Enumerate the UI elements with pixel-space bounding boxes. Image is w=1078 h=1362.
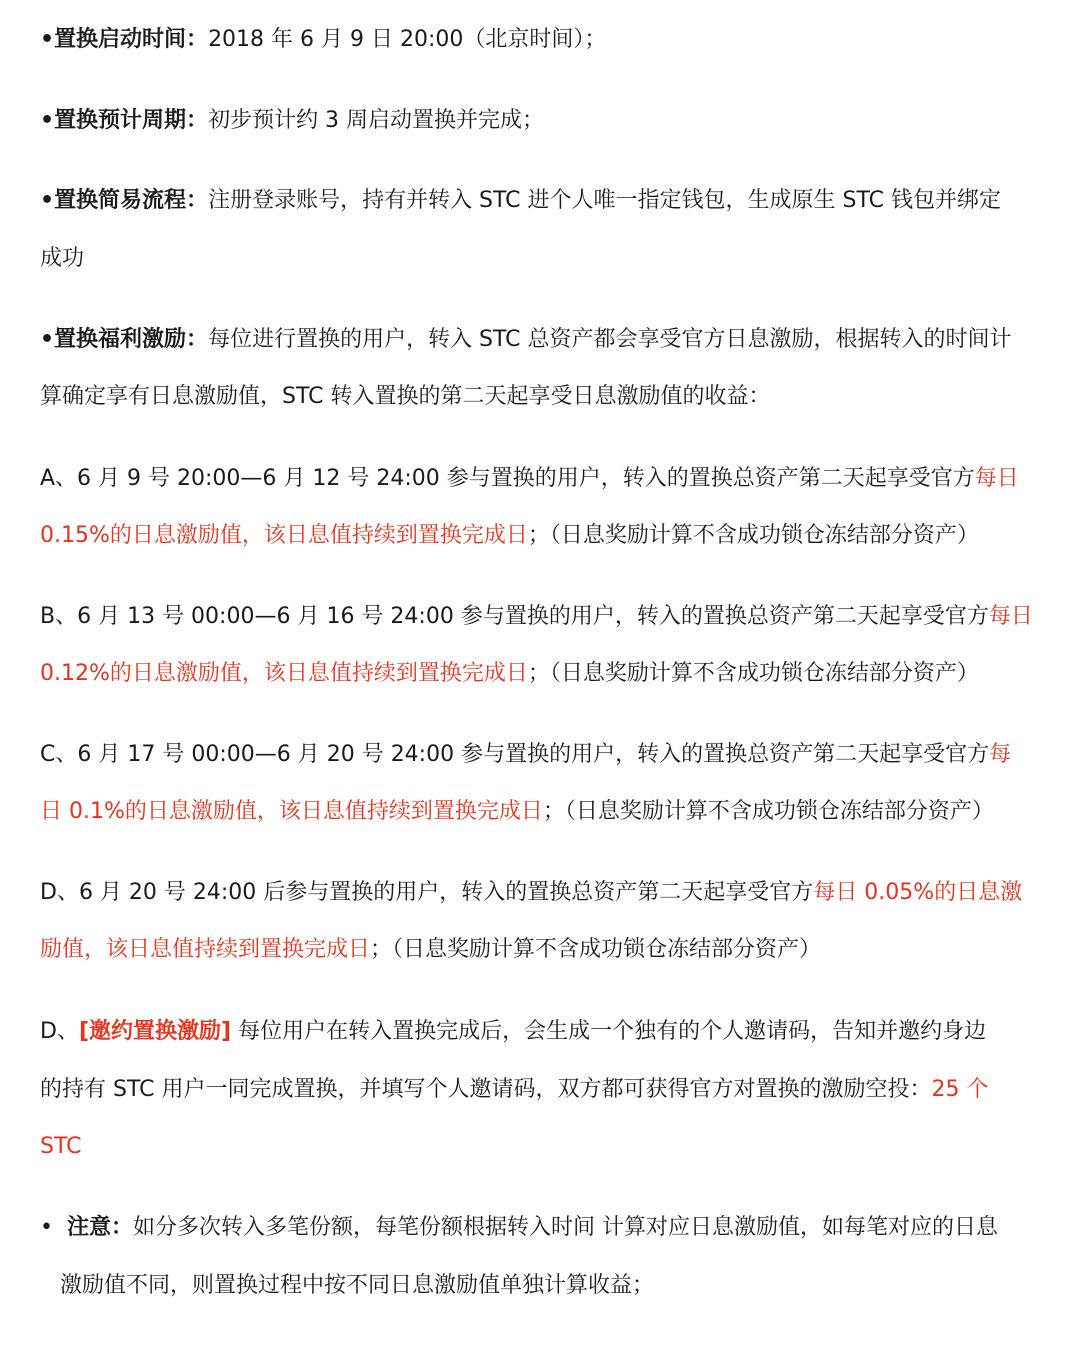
note-bullet: • bbox=[40, 1215, 53, 1240]
tier-c-line-2 bbox=[40, 797, 1038, 827]
incentive-line-1 bbox=[40, 325, 1038, 355]
tier-a-line-2 bbox=[40, 521, 1038, 551]
tier-b-note: ；（日息奖励计算不含成功锁仓冻结部分资产） bbox=[527, 661, 979, 686]
start-time-label: •置换启动时间： bbox=[40, 27, 209, 52]
tier-a-highlight-2: 0.15%的日息激励值，该日息值持续到置换完成日 bbox=[40, 523, 528, 548]
process-line-1 bbox=[40, 186, 1038, 216]
tier-d-text: D、6 月 20 号 24:00 后参与置换的用户，转入的置换总资产第二天起享受官方 bbox=[40, 880, 814, 905]
tier-a-note: ；（日息奖励计算不含成功锁仓冻结部分资产） bbox=[527, 523, 979, 548]
tier-d-line-2 bbox=[40, 935, 1038, 965]
tier-d-highlight-2: 励值，该日息值持续到置换完成日 bbox=[40, 937, 371, 962]
invite-line-2 bbox=[40, 1075, 1038, 1105]
note-label: 注意： bbox=[66, 1215, 133, 1240]
invite-reward-2: STC bbox=[40, 1134, 82, 1159]
period-line bbox=[40, 106, 1038, 136]
process-text-1: 注册登录账号，持有并转入 STC 进个人唯一指定钱包，生成原生 STC 钱包并绑定 bbox=[208, 188, 1001, 213]
invite-reward-1: 25 个 bbox=[931, 1077, 989, 1102]
note-line-1 bbox=[40, 1213, 1038, 1243]
tier-a-highlight-1: 每日 bbox=[974, 466, 1019, 491]
tier-b-line-2 bbox=[40, 659, 1038, 689]
tier-c-highlight-1: 每 bbox=[989, 742, 1012, 767]
process-text-2: 成功 bbox=[40, 246, 85, 271]
tier-c-highlight-2: 日 0.1%的日息激励值，该日息值持续到置换完成日 bbox=[40, 799, 543, 824]
start-time-text: 2018 年 6 月 9 日 20:00（北京时间）； bbox=[208, 27, 607, 52]
invite-line-3 bbox=[40, 1132, 1038, 1162]
period-text: 初步预计约 3 周启动置换并完成； bbox=[208, 108, 545, 133]
incentive-text-1: 每位进行置换的用户，转入 STC 总资产都会享受官方日息激励，根据转入的时间计 bbox=[208, 327, 1012, 352]
process-label: •置换简易流程： bbox=[40, 188, 209, 213]
incentive-line-2 bbox=[40, 382, 1038, 412]
tier-b-highlight-1: 每日 bbox=[988, 604, 1033, 629]
invite-line-1 bbox=[40, 1017, 1038, 1047]
tier-a-line-1 bbox=[40, 464, 1038, 494]
note-text-2: 激励值不同，则置换过程中按不同日息激励值单独计算收益； bbox=[60, 1273, 655, 1298]
period-label: •置换预计周期： bbox=[40, 108, 209, 133]
note-text-1: 如分多次转入多笔份额，每笔份额根据转入时间 计算对应日息激励值，如每笔对应的日息 bbox=[133, 1215, 998, 1240]
tier-d-line-1 bbox=[40, 878, 1038, 908]
process-line-2 bbox=[40, 244, 1038, 274]
tier-c-line-1 bbox=[40, 740, 1038, 770]
tier-a-text: A、6 月 9 号 20:00—6 月 12 号 24:00 参与置换的用户，转入的置换总资产第二天起享受官方 bbox=[40, 466, 975, 491]
note-line-2 bbox=[60, 1271, 1038, 1301]
start-time-line bbox=[40, 25, 1038, 55]
incentive-label: •置换福利激励： bbox=[40, 327, 209, 352]
tier-b-line-1 bbox=[40, 602, 1038, 632]
incentive-text-2: 算确定享有日息激励值，STC 转入置换的第二天起享受日息激励值的收益： bbox=[40, 384, 771, 409]
tier-d-highlight-1: 每日 0.05%的日息激 bbox=[813, 880, 1023, 905]
tier-d-note: ；（日息奖励计算不含成功锁仓冻结部分资产） bbox=[370, 937, 822, 962]
tier-c-note: ；（日息奖励计算不含成功锁仓冻结部分资产） bbox=[542, 799, 994, 824]
tier-b-highlight-2: 0.12%的日息激励值，该日息值持续到置换完成日 bbox=[40, 661, 528, 686]
invite-text-1: 每位用户在转入置换完成后，会生成一个独有的个人邀请码，告知并邀约身边 bbox=[231, 1019, 987, 1044]
tier-b-text: B、6 月 13 号 00:00—6 月 16 号 24:00 参与置换的用户，转入的置换总资产第二天起享受官方 bbox=[40, 604, 989, 629]
invite-text-2: 的持有 STC 用户一同完成置换，并填写个人邀请码，双方都可获得官方对置换的激励空投： bbox=[40, 1077, 932, 1102]
invite-prefix: D、 bbox=[40, 1019, 79, 1044]
invite-tag: [邀约置换激励] bbox=[78, 1019, 232, 1044]
tier-c-text: C、6 月 17 号 00:00—6 月 20 号 24:00 参与置换的用户，转入的置换总资产第二天起享受官方 bbox=[40, 742, 990, 767]
